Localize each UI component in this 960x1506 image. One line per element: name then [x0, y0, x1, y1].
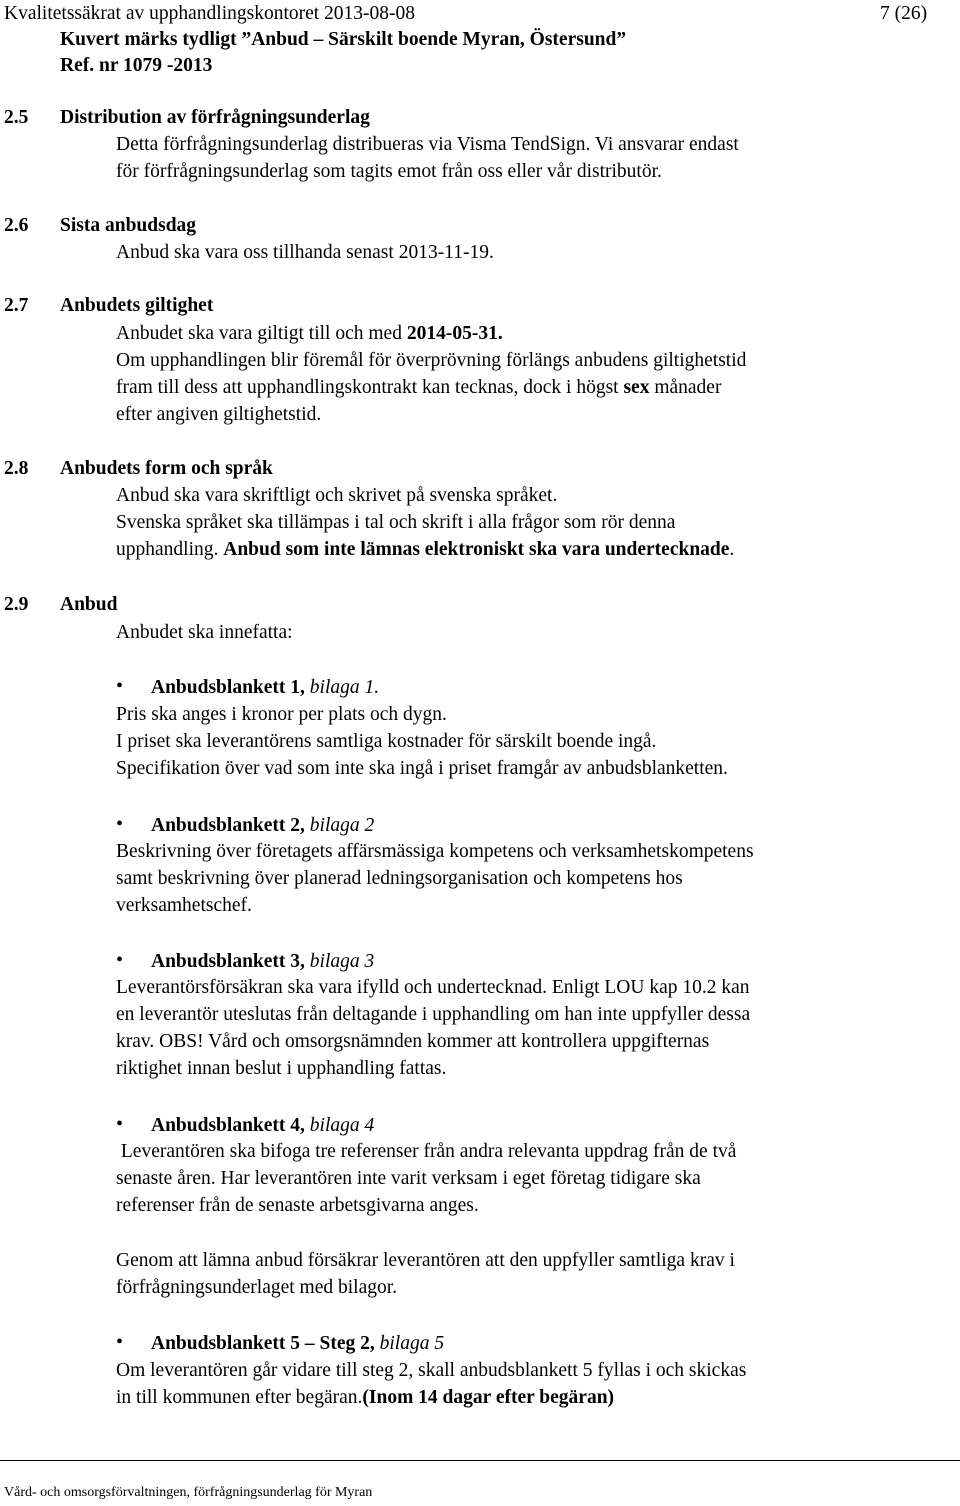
section-2-7-text: Om upphandlingen blir föremål för överprövning förlängs anbudens giltighetstid [116, 350, 747, 371]
attachment-2-text: verksamhetschef. [116, 895, 252, 916]
attachment-4-text: referenser från de senaste arbetsgivarna anges. [116, 1195, 479, 1216]
section-2-8-text: upphandling. Anbud som inte lämnas elektroniskt ska vara undertecknade. [116, 539, 735, 560]
section-2-6-title: Sista anbudsdag [60, 215, 197, 236]
section-2-7-title: Anbudets giltighet [60, 295, 214, 316]
attachment-1-text: Specifikation över vad som inte ska ingå i priset framgår av anbudsblanketten. [116, 758, 728, 779]
footer-divider [0, 1460, 960, 1461]
section-2-7-text: Anbudet ska vara giltigt till och med 2014-05-31. [116, 323, 503, 344]
attachment-1-text: I priset ska leverantörens samtliga kostnader för särskilt boende ingå. [116, 731, 657, 752]
footer-text: Vård- och omsorgsförvaltningen, förfrågningsunderlag för Myran [4, 1485, 373, 1500]
attachment-5-text: in till kommunen efter begäran.(Inom 14 dagar efter begäran) [116, 1387, 615, 1408]
bullet-icon: • [116, 1331, 124, 1353]
declaration-text: förfrågningsunderlaget med bilagor. [116, 1277, 398, 1298]
attachment-2-text: Beskrivning över företagets affärsmässiga kompetens och verksamhetskompetens [116, 841, 754, 862]
bullet-icon: • [116, 949, 124, 971]
section-2-5-text: för förfrågningsunderlag som tagits emot från oss eller vår distributör. [116, 161, 662, 182]
bullet-icon: • [116, 1113, 124, 1135]
section-2-7-text: efter angiven giltighetstid. [116, 404, 322, 425]
declaration-text: Genom att lämna anbud försäkrar leverantören att den uppfyller samtliga krav i [116, 1250, 735, 1271]
attachment-1-heading: Anbudsblankett 1, bilaga 1. [151, 677, 380, 698]
page-number: 7 (26) [880, 3, 928, 24]
attachment-3-text: Leverantörsförsäkran ska vara ifylld och undertecknad. Enligt LOU kap 10.2 kan [116, 977, 750, 998]
section-2-7-text: fram till dess att upphandlingskontrakt kan tecknas, dock i högst sex månader [116, 377, 722, 398]
attachment-3-text: krav. OBS! Vård och omsorgsnämnden kommer att kontrollera uppgifternas [116, 1031, 710, 1052]
attachment-4-heading: Anbudsblankett 4, bilaga 4 [151, 1115, 375, 1136]
section-2-8-title: Anbudets form och språk [60, 458, 273, 479]
section-2-7-number: 2.7 [4, 295, 29, 316]
attachment-3-text: riktighet innan beslut i upphandling fattas. [116, 1058, 447, 1079]
bullet-icon: • [116, 813, 124, 835]
attachment-3-heading: Anbudsblankett 3, bilaga 3 [151, 951, 375, 972]
attachment-3-text: en leverantör uteslutas från deltagande i upphandling om han inte uppfyller dessa [116, 1004, 751, 1025]
section-2-9-intro: Anbudet ska innefatta: [116, 622, 293, 643]
section-2-5-text: Detta förfrågningsunderlag distribueras via Visma TendSign. Vi ansvarar endast [116, 134, 739, 155]
section-2-8-text: Svenska språket ska tillämpas i tal och skrift i alla frågor som rör denna [116, 512, 676, 533]
section-2-8-number: 2.8 [4, 458, 29, 479]
section-2-6-number: 2.6 [4, 215, 29, 236]
attachment-4-text: Leverantören ska bifoga tre referenser från andra relevanta uppdrag från de två [116, 1141, 737, 1162]
section-2-5-title: Distribution av förfrågningsunderlag [60, 107, 370, 128]
attachment-5-text: Om leverantören går vidare till steg 2, skall anbudsblankett 5 fyllas i och skickas [116, 1360, 747, 1381]
header-ref-number: Ref. nr 1079 -2013 [60, 55, 213, 76]
attachment-2-text: samt beskrivning över planerad ledningsorganisation och kompetens hos [116, 868, 683, 889]
section-2-5-number: 2.5 [4, 107, 29, 128]
section-2-6-text: Anbud ska vara oss tillhanda senast 2013-11-19. [116, 242, 494, 263]
bullet-icon: • [116, 675, 124, 697]
attachment-2-heading: Anbudsblankett 2, bilaga 2 [151, 815, 375, 836]
header-envelope-line: Kuvert märks tydligt ”Anbud – Särskilt boende Myran, Östersund” [60, 29, 627, 50]
section-2-8-text: Anbud ska vara skriftligt och skrivet på svenska språket. [116, 485, 558, 506]
attachment-4-text: senaste åren. Har leverantören inte varit verksam i eget företag tidigare ska [116, 1168, 701, 1189]
section-2-9-number: 2.9 [4, 594, 29, 615]
section-2-9-title: Anbud [60, 594, 118, 615]
header-qa-line: Kvalitetssäkrat av upphandlingskontoret 2013-08-08 [4, 3, 416, 24]
attachment-1-text: Pris ska anges i kronor per plats och dygn. [116, 704, 447, 725]
attachment-5-heading: Anbudsblankett 5 – Steg 2, bilaga 5 [151, 1333, 445, 1354]
